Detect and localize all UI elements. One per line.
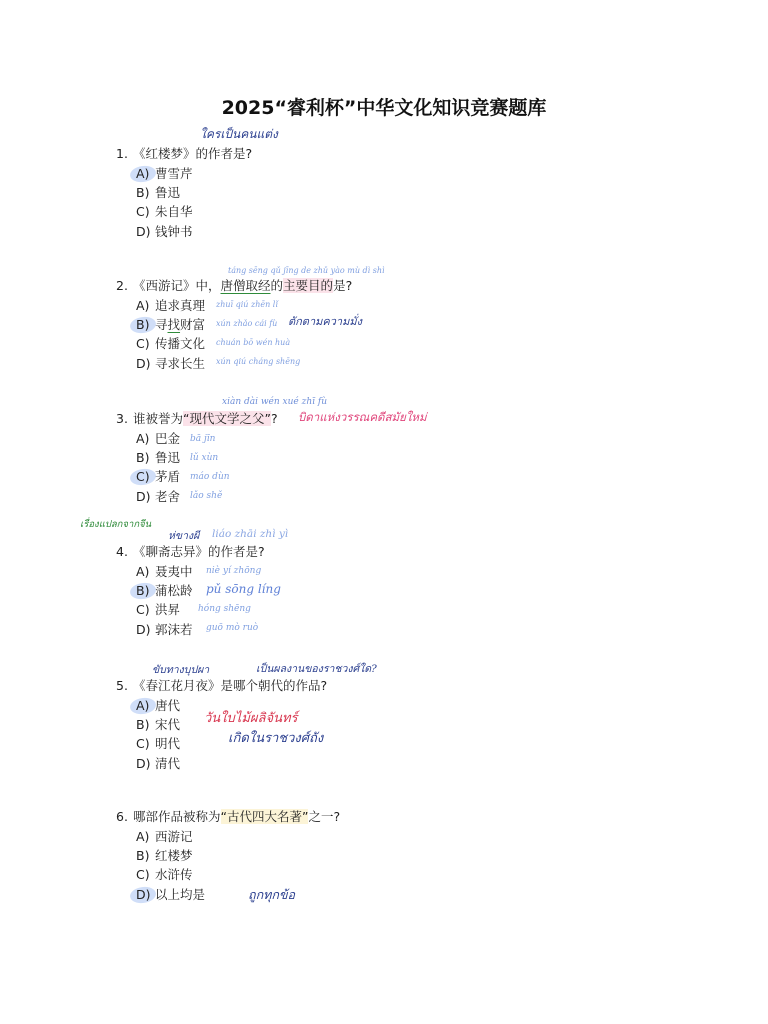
handwritten-note-q4-top: ห่ขางผี (168, 530, 200, 542)
handwritten-note-q5-left: ขับทางบุปผา (152, 664, 210, 676)
option-letter: C) (136, 602, 150, 618)
option-text: 聂夷中 (155, 564, 193, 579)
question-text-part: 的 (270, 278, 284, 293)
question-text: 《春江花月夜》是哪个朝代的作品? (133, 678, 328, 693)
question-2-stem (116, 276, 352, 296)
option-text: 红楼梦 (155, 848, 193, 864)
pinyin-note-q3d: lǎo shě (190, 491, 223, 501)
option-letter: D) (136, 355, 151, 371)
question-4-stem (116, 542, 265, 562)
option-text: 茅盾 (155, 469, 181, 485)
option-letter: B) (136, 185, 150, 201)
option-letter: C) (136, 867, 150, 883)
option-letter: C) (136, 469, 150, 485)
option-letter: C) (136, 736, 150, 752)
option-a[interactable] (116, 827, 340, 846)
pinyin-note-q3: xiàn dài wén xué zhī fù (222, 397, 327, 407)
page-title: 2025“睿利杯”中华文化知识竞赛题库 (221, 97, 547, 119)
question-text-part: 哪部作品被称为 (133, 809, 221, 824)
option-text: 老舍 (155, 488, 181, 504)
question-1-stem (116, 144, 252, 164)
highlighted-phrase: 唐僧取经 (220, 278, 271, 293)
option-text: 追求真理 (155, 298, 206, 313)
question-6 (116, 807, 340, 904)
option-text: 宋代 (155, 717, 181, 733)
question-text-part: 之一? (308, 809, 341, 824)
question-text-part: 谁被誉为 (133, 411, 184, 426)
option-letter: B) (136, 848, 150, 864)
highlighted-phrase: “古代四大名著” (220, 809, 309, 824)
handwritten-note-q6d: ถูกทุกข้อ (248, 887, 295, 902)
question-5-stem (116, 676, 327, 696)
option-letter: B) (136, 717, 150, 733)
highlighted-phrase: 主要目的 (283, 278, 334, 293)
pinyin-note-q4d: guō mò ruò (206, 623, 259, 633)
option-letter: D) (136, 886, 151, 902)
pinyin-note-q4b: pǔ sōng líng (206, 582, 281, 596)
option-c[interactable] (116, 865, 340, 884)
question-text-part: 是? (333, 278, 353, 293)
handwritten-note-q2b: ตักตามความมั่ง (288, 315, 362, 328)
option-text: 蒲松龄 (155, 583, 193, 599)
option-letter: B) (136, 583, 150, 599)
option-text: 鲁迅 (155, 450, 181, 466)
option-letter: B) (136, 317, 150, 333)
question-number: 6. (116, 809, 128, 824)
option-text: 钱钟书 (155, 223, 193, 239)
option-text: 以上均是 (155, 886, 206, 902)
pinyin-note-q2c: chuán bō wén huà (216, 338, 291, 347)
pinyin-note-q2d: xún qiú cháng shēng (216, 357, 301, 366)
option-text: 巴金 (155, 431, 181, 446)
question-text: 《聊斋志异》的作者是? (133, 544, 265, 559)
question-1 (116, 144, 252, 241)
question-3-stem (116, 409, 278, 429)
option-text: 水浒传 (155, 867, 193, 883)
option-text: 寻找财富 (155, 317, 206, 333)
option-text: 寻求长生 (155, 355, 206, 371)
question-text: 《红楼梦》的作者是? (133, 146, 253, 161)
question-number: 5. (116, 678, 128, 693)
option-d[interactable] (116, 885, 340, 904)
handwritten-note-q5-right: เป็นผลงานของราชวงศ์ใด? (256, 663, 377, 675)
question-number: 2. (116, 278, 128, 293)
question-number: 3. (116, 411, 128, 426)
question-text-part: ? (270, 411, 278, 426)
option-letter: A) (136, 166, 150, 181)
option-text: 明代 (155, 736, 181, 752)
option-b[interactable] (116, 846, 340, 865)
option-letter: D) (136, 223, 151, 239)
pinyin-note-q4c: hóng shēng (198, 604, 251, 614)
option-letter: D) (136, 488, 151, 504)
option-letter: A) (136, 564, 150, 579)
question-number: 1. (116, 146, 128, 161)
option-letter: A) (136, 298, 150, 313)
option-text: 曹雪芹 (155, 166, 193, 181)
option-letter: A) (136, 431, 150, 446)
pinyin-note-q4a: niè yí zhōng (206, 566, 262, 576)
highlighted-phrase: “现代文学之父” (183, 411, 271, 426)
question-number: 4. (116, 544, 128, 559)
option-letter: D) (136, 755, 151, 771)
handwritten-note-q3: บิดาแห่งวรรณคดีสมัยใหม่ (298, 410, 427, 424)
option-a[interactable] (116, 164, 252, 183)
question-text-part: 《西游记》中， (133, 278, 221, 293)
option-letter: A) (136, 829, 150, 844)
option-text: 清代 (155, 755, 181, 771)
option-text: 鲁迅 (155, 185, 181, 201)
option-text: 传播文化 (155, 336, 206, 352)
pinyin-note-q3b: lǔ xùn (190, 453, 219, 463)
option-text: 郭沫若 (155, 621, 193, 637)
pinyin-note-q2: táng sēng qǔ jīng de zhǔ yào mù dì shì (228, 266, 385, 275)
pinyin-note-q3a: bā jīn (190, 434, 216, 444)
option-text: 朱自华 (155, 204, 193, 220)
option-letter: B) (136, 450, 150, 466)
pinyin-note-q2a: zhuī qiú zhēn lǐ (216, 300, 278, 309)
handwritten-note-q1: ใครเป็นคนแต่ง (200, 127, 278, 141)
handwritten-note-q5-blue-2: เกิดในราชวงศ์ถัง (228, 731, 324, 746)
handwritten-note-q5-red-1: วันใบไม้ผลิจันทร์ (204, 711, 298, 726)
option-text: 洪昇 (155, 602, 181, 618)
question-6-stem (116, 807, 340, 827)
pinyin-note-q4: liáo zhāi zhì yì (212, 528, 289, 540)
option-d[interactable] (116, 754, 327, 773)
handwritten-note-q4-left: เรื่องแปลกจากจีน (80, 519, 152, 530)
pinyin-note-q3c: máo dùn (190, 472, 230, 482)
option-letter: D) (136, 621, 151, 637)
option-b[interactable] (116, 183, 252, 202)
option-d[interactable] (116, 222, 252, 241)
option-letter: C) (136, 336, 150, 352)
option-letter: C) (136, 204, 150, 220)
option-c[interactable] (116, 202, 252, 221)
pinyin-note-q2b: xún zhǎo cái fù (216, 319, 278, 328)
option-text: 西游记 (155, 829, 193, 844)
option-letter: A) (136, 698, 150, 713)
option-text: 唐代 (155, 698, 181, 713)
